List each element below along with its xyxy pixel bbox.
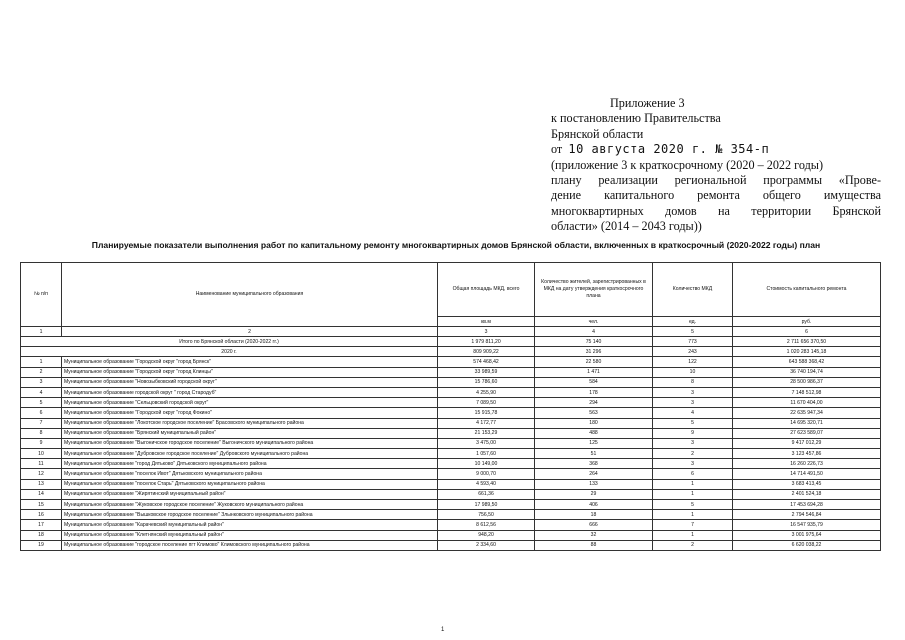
row-cost: 14 695 320,71 — [733, 418, 881, 428]
row-number: 12 — [21, 469, 62, 479]
column-index-row — [21, 327, 881, 337]
row-mkd: 9 — [653, 428, 733, 438]
row-number: 5 — [21, 398, 62, 408]
row-residents: 666 — [535, 520, 653, 530]
row-cost: 14 714 491,50 — [733, 469, 881, 479]
row-mkd: 2 — [653, 449, 733, 459]
row-number: 13 — [21, 479, 62, 489]
appendix-note-2: плану реализации региональной программы «Прове- — [551, 173, 881, 188]
year-label: 2020 г. — [21, 347, 438, 357]
municipality-name: Муниципальное образование "Сельцовский городской округ" — [62, 398, 438, 408]
municipality-name: Муниципальное образование "Городской округ "город Фокино" — [62, 408, 438, 418]
table-row — [21, 469, 881, 479]
table-row — [21, 479, 881, 489]
appendix-note-5: области» (2014 – 2043 годы)) — [551, 219, 702, 234]
row-number: 14 — [21, 489, 62, 499]
total-area: 1 979 811,20 — [438, 337, 535, 347]
row-mkd: 3 — [653, 387, 733, 397]
municipality-name: Муниципальное образование "Локотское городское поселение" Брасовского муниципального района — [62, 418, 438, 428]
total-row — [21, 337, 881, 347]
row-cost: 3 123 457,86 — [733, 449, 881, 459]
document-heading: Планируемые показатели выполнения работ по капитальному ремонту многоквартирных домов Брянской области, включенных в краткосрочный (2020-2022 годы) план — [91, 240, 821, 250]
col-index: 1 — [21, 327, 62, 337]
row-area: 574 468,42 — [438, 357, 535, 367]
total-cost: 2 711 656 370,50 — [733, 337, 881, 347]
row-area: 33 989,59 — [438, 367, 535, 377]
row-mkd: 4 — [653, 408, 733, 418]
table-row — [21, 398, 881, 408]
header-name: Наименование муниципального образования — [62, 263, 438, 327]
row-residents: 406 — [535, 500, 653, 510]
appendix-note-1: (приложение 3 к краткосрочному (2020 – 2022 годы) — [551, 157, 824, 172]
row-area: 8 612,56 — [438, 520, 535, 530]
row-number: 7 — [21, 418, 62, 428]
appendix-note-3: дение капитального ремонта общего имущества — [551, 188, 881, 203]
row-mkd: 1 — [653, 530, 733, 540]
municipality-name: Муниципальное образование "Выгоничское городское поселение" Выгоничского муниципального района — [62, 438, 438, 448]
row-cost: 9 417 012,29 — [733, 438, 881, 448]
row-residents: 133 — [535, 479, 653, 489]
row-cost: 2 794 546,84 — [733, 510, 881, 520]
row-area: 756,50 — [438, 510, 535, 520]
row-residents: 294 — [535, 398, 653, 408]
table-row — [21, 408, 881, 418]
row-area: 17 989,50 — [438, 500, 535, 510]
row-mkd: 2 — [653, 540, 733, 550]
unit-mkd: ед. — [653, 317, 733, 327]
row-number: 9 — [21, 438, 62, 448]
header-area: Общая площадь МКД, всего — [438, 263, 535, 317]
header-cost: Стоимость капитального ремонта — [733, 263, 881, 317]
table-row — [21, 520, 881, 530]
table-row — [21, 489, 881, 499]
row-cost: 17 453 694,28 — [733, 500, 881, 510]
municipality-name: Муниципальное образование "Жуковское городское поселение" Жуковского муниципального района — [62, 500, 438, 510]
header-num: № п/п — [21, 263, 62, 327]
year-residents: 31 296 — [535, 347, 653, 357]
row-number: 18 — [21, 530, 62, 540]
row-area: 4 255,90 — [438, 387, 535, 397]
unit-area: кв.м — [438, 317, 535, 327]
indicators-table — [20, 262, 881, 551]
total-residents: 75 140 — [535, 337, 653, 347]
table-row — [21, 510, 881, 520]
municipality-name: Муниципальное образование "Городской округ "город Брянск" — [62, 357, 438, 367]
row-area: 1 057,60 — [438, 449, 535, 459]
row-mkd: 1 — [653, 489, 733, 499]
total-mkd: 773 — [653, 337, 733, 347]
row-residents: 88 — [535, 540, 653, 550]
row-cost: 27 623 589,07 — [733, 428, 881, 438]
header-mkd: Количество МКД — [653, 263, 733, 317]
table-row — [21, 428, 881, 438]
row-area: 10 149,00 — [438, 459, 535, 469]
row-area: 21 153,29 — [438, 428, 535, 438]
year-row — [21, 347, 881, 357]
row-number: 17 — [21, 520, 62, 530]
row-residents: 488 — [535, 428, 653, 438]
municipality-name: Муниципальное образование "городское поселение пгт Климово" Климовского муниципального района — [62, 540, 438, 550]
row-mkd: 5 — [653, 500, 733, 510]
row-area: 15 915,78 — [438, 408, 535, 418]
col-index: 3 — [438, 327, 535, 337]
row-number: 10 — [21, 449, 62, 459]
table-row — [21, 418, 881, 428]
row-mkd: 122 — [653, 357, 733, 367]
unit-residents: чел. — [535, 317, 653, 327]
row-residents: 584 — [535, 377, 653, 387]
municipality-name: Муниципальное образование "город Дятьково" Дятьковского муниципального района — [62, 459, 438, 469]
appendix-date-line — [551, 142, 881, 157]
row-residents: 180 — [535, 418, 653, 428]
row-cost: 11 670 404,00 — [733, 398, 881, 408]
row-number: 16 — [21, 510, 62, 520]
row-mkd: 1 — [653, 479, 733, 489]
col-index: 4 — [535, 327, 653, 337]
appendix-title: Приложение 3 — [610, 96, 685, 110]
row-cost: 643 588 368,42 — [733, 357, 881, 367]
table-row — [21, 367, 881, 377]
row-mkd: 10 — [653, 367, 733, 377]
row-area: 7 089,50 — [438, 398, 535, 408]
row-number: 1 — [21, 357, 62, 367]
row-area: 2 334,60 — [438, 540, 535, 550]
appendix-line-2: Брянской области — [551, 126, 644, 141]
municipality-name: Муниципальное образование "Клетнянский муниципальный район" — [62, 530, 438, 540]
municipality-name: Муниципальное образование "Жирятинский муниципальный район" — [62, 489, 438, 499]
row-area: 3 475,00 — [438, 438, 535, 448]
year-cost: 1 020 283 145,18 — [733, 347, 881, 357]
row-number: 8 — [21, 428, 62, 438]
row-residents: 178 — [535, 387, 653, 397]
municipality-name: Муниципальное образование "Новозыбковский городской округ" — [62, 377, 438, 387]
row-cost: 3 001 975,64 — [733, 530, 881, 540]
table-row — [21, 540, 881, 550]
date-prefix: от — [551, 142, 563, 157]
year-area: 809 909,22 — [438, 347, 535, 357]
row-area: 661,36 — [438, 489, 535, 499]
row-mkd: 1 — [653, 510, 733, 520]
municipality-name: Муниципальное образование городской округ " город Стародуб" — [62, 387, 438, 397]
municipality-name: Муниципальное образование "Брянский муниципальный район" — [62, 428, 438, 438]
table-row — [21, 449, 881, 459]
row-residents: 22 580 — [535, 357, 653, 367]
row-area: 4 593,40 — [438, 479, 535, 489]
municipality-name: Муниципальное образование "Городской округ "город Клинцы" — [62, 367, 438, 377]
row-residents: 1 471 — [535, 367, 653, 377]
row-cost: 3 683 413,45 — [733, 479, 881, 489]
header-row — [21, 263, 881, 317]
row-area: 948,20 — [438, 530, 535, 540]
row-area: 9 000,70 — [438, 469, 535, 479]
row-residents: 563 — [535, 408, 653, 418]
row-cost: 7 148 512,98 — [733, 387, 881, 397]
row-number: 15 — [21, 500, 62, 510]
row-number: 2 — [21, 367, 62, 377]
table-row — [21, 459, 881, 469]
row-residents: 368 — [535, 459, 653, 469]
municipality-name: Муниципальное образование "Карачевский муниципальный район" — [62, 520, 438, 530]
date-number: 10 августа 2020 г. № 354-п — [568, 142, 770, 157]
row-cost: 36 740 194,74 — [733, 367, 881, 377]
row-mkd: 3 — [653, 459, 733, 469]
appendix-block — [551, 96, 881, 235]
row-number: 6 — [21, 408, 62, 418]
table-row — [21, 377, 881, 387]
appendix-line-1: к постановлению Правительства — [551, 111, 721, 126]
municipality-name: Муниципальное образование "поселок Старь" Дятьковского муниципального района — [62, 479, 438, 489]
row-residents: 18 — [535, 510, 653, 520]
table-row — [21, 530, 881, 540]
row-cost: 16 260 226,73 — [733, 459, 881, 469]
row-residents: 29 — [535, 489, 653, 499]
row-number: 19 — [21, 540, 62, 550]
table-row — [21, 357, 881, 367]
row-mkd: 6 — [653, 469, 733, 479]
header-residents: Количество жителей, зарегистрированных в МКД на дату утверждения краткосрочного плана — [535, 263, 653, 317]
row-cost: 28 500 986,37 — [733, 377, 881, 387]
row-cost: 2 401 524,18 — [733, 489, 881, 499]
col-index: 6 — [733, 327, 881, 337]
row-residents: 51 — [535, 449, 653, 459]
row-area: 4 172,77 — [438, 418, 535, 428]
row-number: 4 — [21, 387, 62, 397]
municipality-name: Муниципальное образование "Вышковское городское поселение" Злынковского муниципального района — [62, 510, 438, 520]
table-row — [21, 500, 881, 510]
table-row — [21, 438, 881, 448]
row-cost: 6 620 038,22 — [733, 540, 881, 550]
municipality-name: Муниципальное образование "поселок Ивот" Дятьковского муниципального района — [62, 469, 438, 479]
row-mkd: 3 — [653, 398, 733, 408]
page-number: 1 — [441, 627, 445, 633]
row-number: 3 — [21, 377, 62, 387]
appendix-note-4: многоквартирных домов на территории Брянской — [551, 203, 881, 218]
row-residents: 264 — [535, 469, 653, 479]
col-index: 2 — [62, 327, 438, 337]
row-residents: 32 — [535, 530, 653, 540]
row-mkd: 5 — [653, 418, 733, 428]
row-mkd: 3 — [653, 438, 733, 448]
col-index: 5 — [653, 327, 733, 337]
row-residents: 125 — [535, 438, 653, 448]
row-mkd: 8 — [653, 377, 733, 387]
year-mkd: 243 — [653, 347, 733, 357]
row-cost: 22 635 947,34 — [733, 408, 881, 418]
row-cost: 16 547 935,79 — [733, 520, 881, 530]
table-row — [21, 387, 881, 397]
row-area: 15 786,60 — [438, 377, 535, 387]
row-number: 11 — [21, 459, 62, 469]
municipality-name: Муниципальное образование "Дубровское городское поселение" Дубровского муниципального района — [62, 449, 438, 459]
total-label: Итого по Брянской области (2020-2022 гг.) — [21, 337, 438, 347]
row-mkd: 7 — [653, 520, 733, 530]
unit-cost: руб. — [733, 317, 881, 327]
